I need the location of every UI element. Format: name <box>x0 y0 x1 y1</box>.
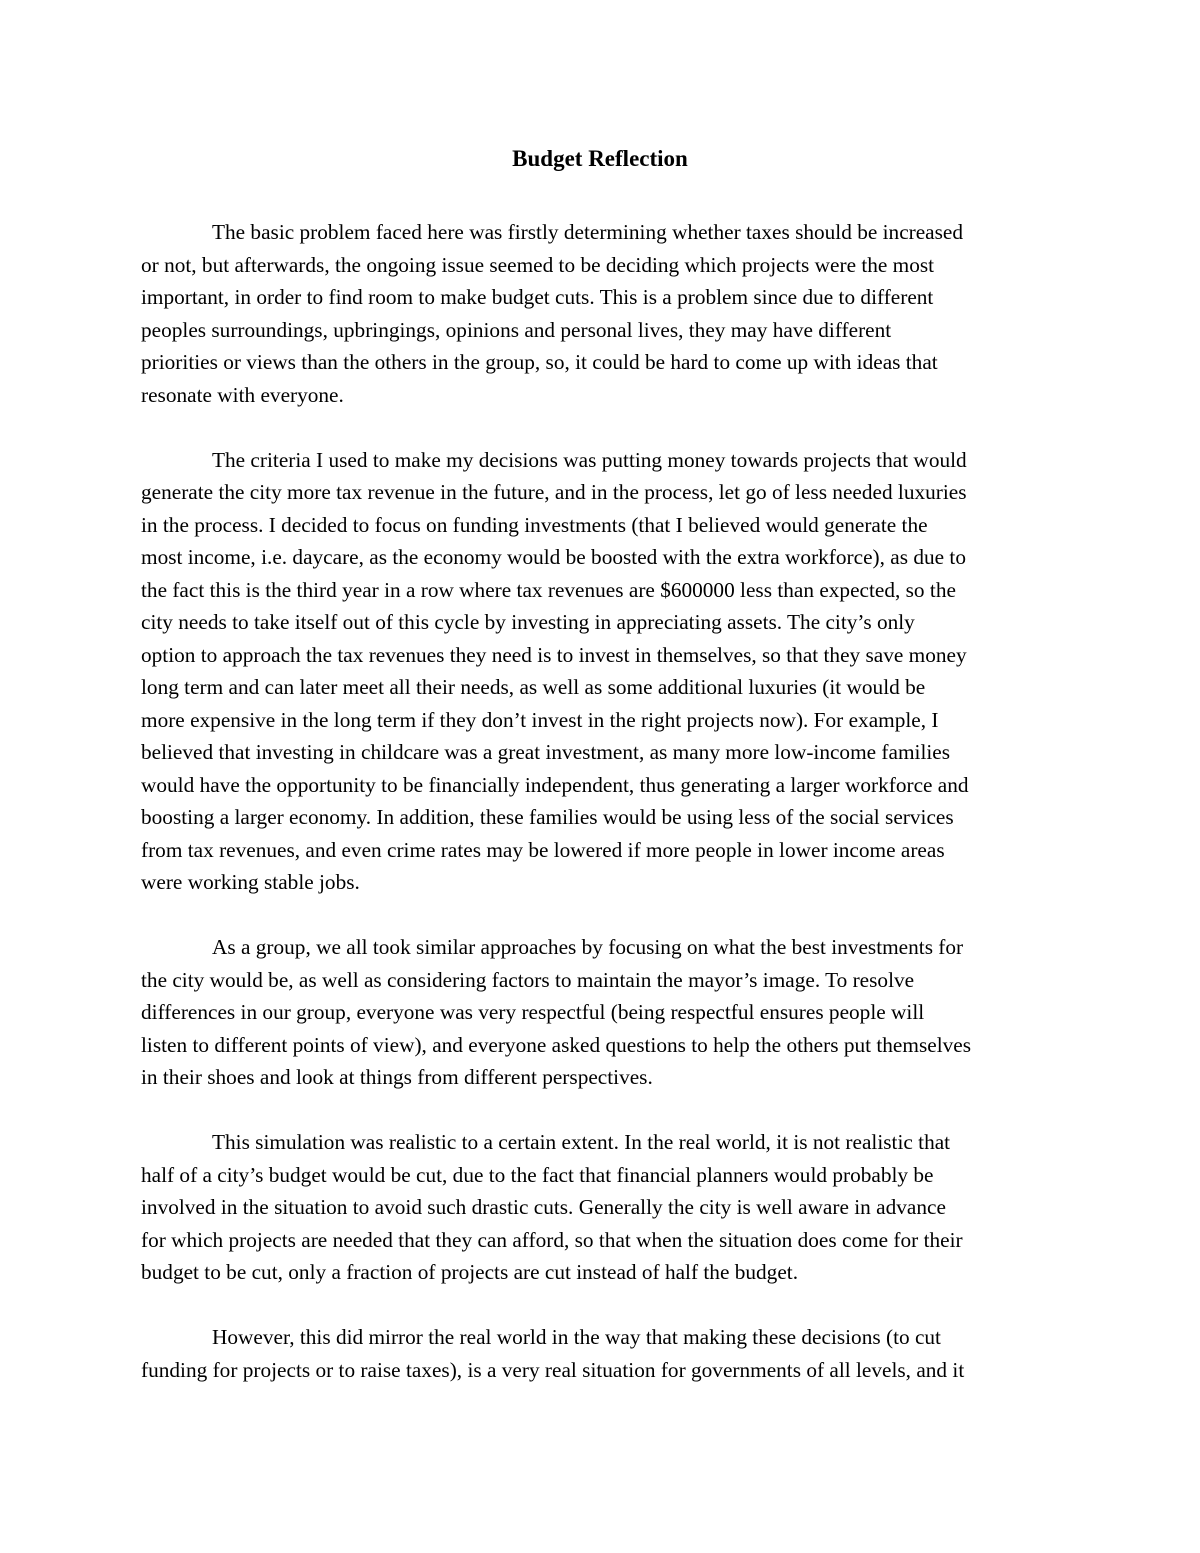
text-line: The criteria I used to make my decisions was putting money towards projects that would <box>212 448 967 472</box>
text-line: The basic problem faced here was firstly determining whether taxes should be increased <box>212 220 964 244</box>
text-line: As a group, we all took similar approaches by focusing on what the best investments for <box>212 935 964 959</box>
text-line: most income, i.e. daycare, as the economy would be boosted with the extra workforce), as due to <box>141 545 966 569</box>
text-line: were working stable jobs. <box>141 870 360 894</box>
text-line: This simulation was realistic to a certain extent. In the real world, it is not realistic that <box>212 1130 951 1154</box>
text-line: important, in order to find room to make budget cuts. This is a problem since due to different <box>141 285 934 309</box>
text-line: long term and can later meet all their needs, as well as some additional luxuries (it would be <box>141 675 926 699</box>
text-line: boosting a larger economy. In addition, these families would be using less of the social services <box>141 805 954 829</box>
text-line: priorities or views than the others in the group, so, it could be hard to come up with ideas that <box>141 350 938 374</box>
text-line: believed that investing in childcare was a great investment, as many more low-income families <box>141 740 951 764</box>
text-line: city needs to take itself out of this cycle by investing in appreciating assets. The city’s only <box>141 610 915 634</box>
text-line: would have the opportunity to be financially independent, thus generating a larger workforce and <box>141 773 969 797</box>
text-line: differences in our group, everyone was very respectful (being respectful ensures people will <box>141 1000 925 1024</box>
text-line: funding for projects or to raise taxes), is a very real situation for governments of all levels, and it <box>141 1358 965 1382</box>
text-line: from tax revenues, and even crime rates may be lowered if more people in lower income areas <box>141 838 945 862</box>
text-line: generate the city more tax revenue in the future, and in the process, let go of less needed luxuries <box>141 480 967 504</box>
text-line: option to approach the tax revenues they need is to invest in themselves, so that they save money <box>141 643 967 667</box>
text-line: However, this did mirror the real world in the way that making these decisions (to cut <box>212 1325 941 1349</box>
text-line: the city would be, as well as considering factors to maintain the mayor’s image. To resolve <box>141 968 915 992</box>
text-line: more expensive in the long term if they don’t invest in the right projects now). For example, I <box>141 708 939 732</box>
text-line: resonate with everyone. <box>141 383 344 407</box>
text-line: in the process. I decided to focus on funding investments (that I believed would generate the <box>141 513 928 537</box>
text-line: involved in the situation to avoid such drastic cuts. Generally the city is well aware in advance <box>141 1195 946 1219</box>
text-line: peoples surroundings, upbringings, opinions and personal lives, they may have different <box>141 318 892 342</box>
text-line: listen to different points of view), and everyone asked questions to help the others put themselves <box>141 1033 971 1057</box>
text-line: half of a city’s budget would be cut, due to the fact that financial planners would probably be <box>141 1163 934 1187</box>
text-line: or not, but afterwards, the ongoing issue seemed to be deciding which projects were the most <box>141 253 935 277</box>
text-line: budget to be cut, only a fraction of projects are cut instead of half the budget. <box>141 1260 799 1284</box>
text-line: for which projects are needed that they can afford, so that when the situation does come for their <box>141 1228 963 1252</box>
text-line: the fact this is the third year in a row where tax revenues are $600000 less than expected, so the <box>141 578 956 602</box>
text-line: in their shoes and look at things from different perspectives. <box>141 1065 653 1089</box>
document-title: Budget Reflection <box>512 146 688 171</box>
